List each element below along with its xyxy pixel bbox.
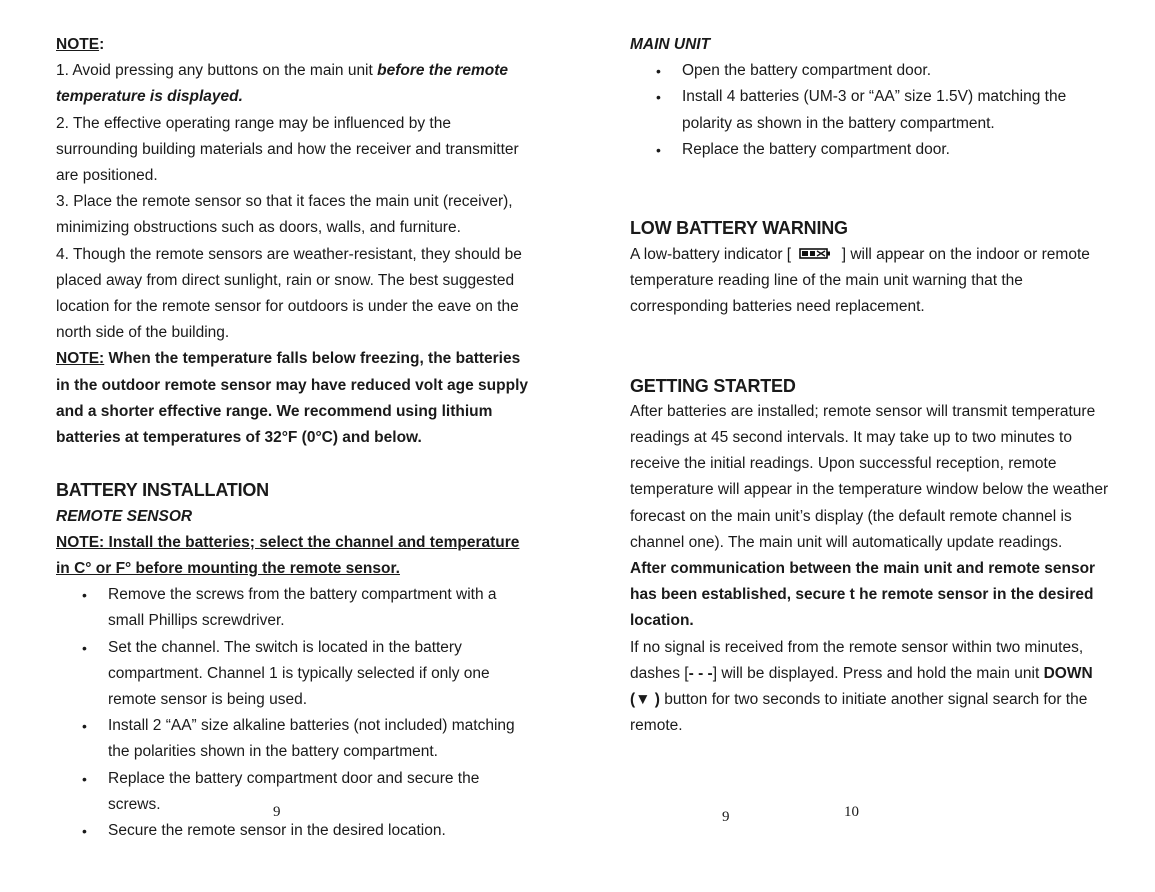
no-signal-text: If no signal is received from the remote sensor within two minutes, dashes [- - -] will be displayed. Press and hold the main unit DOWN (▼ ) button for two seconds to initiate another signal search for the remote. [630, 638, 1093, 735]
low-battery-text: A low-battery indicator [ ] will appear on the indoor or remote temperature reading line of the main unit warning that the corresponding batteries need replacement. [630, 245, 1090, 316]
right-page-column [630, 32, 1110, 739]
page-number-left: 9 [273, 804, 281, 820]
remote-sensor-note: NOTE: Install the batteries; select the channel and temperature in C° or F° before mounting the remote sensor. [56, 533, 520, 578]
main-unit-subheading: MAIN UNIT [630, 36, 711, 53]
note-item-3: 3. Place the remote sensor so that it faces the main unit (receiver), minimizing obstructions such as doors, walls, and furniture. [56, 193, 513, 237]
low-battery-heading: LOW BATTERY WARNING [630, 218, 848, 239]
list-item: • Install 2 “AA” size alkaline batteries (not included) matching the polarities shown in the battery compartment. [56, 713, 536, 765]
list-item: • Open the battery compartment door. [630, 58, 1110, 84]
list-item: • Replace the battery compartment door. [630, 137, 1110, 163]
remote-sensor-steps [56, 582, 536, 844]
left-page-column [56, 32, 536, 844]
note-heading: NOTE: [56, 36, 105, 53]
list-item: • Secure the remote sensor in the desired location. [56, 818, 536, 844]
page-number-center: 9 [722, 809, 730, 825]
remote-sensor-subheading: REMOTE SENSOR [56, 507, 193, 525]
note-item-4: 4. Though the remote sensors are weather-resistant, they should be placed away from direct sunlight, rain or snow. The best suggested location for the remote sensor for outdoors is under the eave on the north side of the building. [56, 245, 522, 342]
getting-started-heading: GETTING STARTED [630, 375, 796, 396]
main-unit-steps [630, 58, 1110, 163]
page-number-right: 10 [844, 804, 859, 820]
list-item: • Remove the screws from the battery compartment with a small Phillips screwdriver. [56, 582, 536, 634]
getting-started-bold: After communication between the main unit and remote sensor has been established, secure t he remote sensor in the desired location. [630, 560, 1096, 630]
battery-installation-heading: BATTERY INSTALLATION [56, 480, 269, 501]
battery-low-icon [799, 247, 833, 260]
list-item: • Replace the battery compartment door and secure the screws. [56, 766, 536, 818]
note-item-1: 1. Avoid pressing any buttons on the main unit before the remote temperature is displayed. [56, 62, 509, 106]
note-item-2: 2. The effective operating range may be influenced by the surrounding building materials and how the receiver and transmitter are positioned. [56, 114, 519, 185]
freezing-note: NOTE: When the temperature falls below freezing, the batteries in the outdoor remote sensor may have reduced volt age supply and a shorter effective range. We recommend using lithium batteries at temperatures of 32°F (0°C) and below. [56, 350, 529, 447]
list-item: • Set the channel. The switch is located in the battery compartment. Channel 1 is typically selected if only one remote sensor is being used. [56, 635, 536, 714]
list-item: • Install 4 batteries (UM-3 or “AA” size 1.5V) matching the polarity as shown in the battery compartment. [630, 84, 1110, 136]
getting-started-text: After batteries are installed; remote sensor will transmit temperature readings at 45 second intervals. It may take up to two minutes to receive the initial readings. Upon successful reception, remote temperature will appear in the temperature window below the weather forecast on the main unit’s display (the default remote channel is channel one). The main unit will automatically update readings. [630, 402, 1109, 551]
